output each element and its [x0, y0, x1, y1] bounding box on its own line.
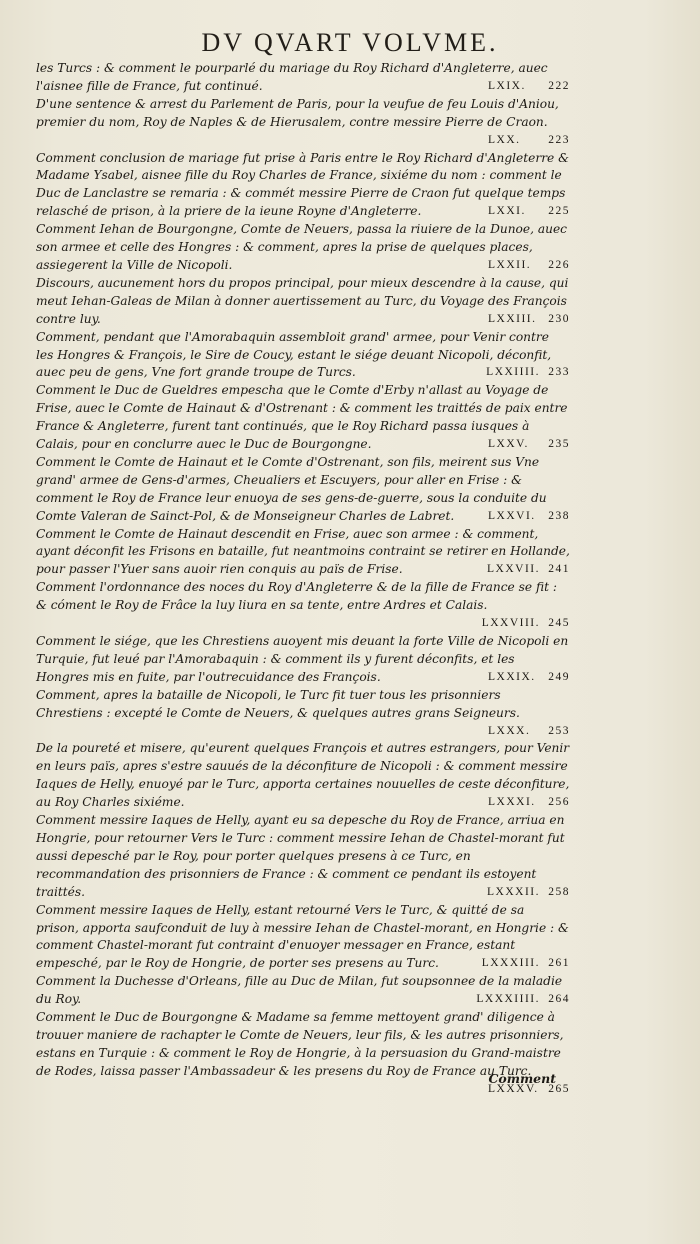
- running-head: DV QVART VOLVME.: [201, 28, 499, 57]
- chapter-summary: Comment Iehan de Bourgongne, Comte de Neuers, passa la riuiere de la Dunoe, auec son armee et celle des Hongres : & comment, apres la prise de quelques places, assiegerent la Ville de Nicopoli.: [36, 222, 567, 272]
- page-number: 226: [548, 258, 570, 271]
- chapter-summary: D'une sentence & arrest du Parlement de Paris, pour la veufue de feu Louis d'Aniou, premier du nom, Roy de Naples & de Hierusalem, contre messire Pierre de Craon.: [36, 96, 559, 129]
- chapter-reference: [488, 436, 570, 454]
- toc-entry: [36, 96, 570, 150]
- chapter-number: LXXV.: [488, 438, 529, 451]
- page-number: 264: [548, 993, 570, 1006]
- chapter-number: LXXIII.: [488, 312, 537, 325]
- toc-entry: [36, 60, 570, 96]
- chapter-summary: Comment messire Iaques de Helly, ayant eu sa depesche du Roy de France, arriua en Hongrie, pour retourner Vers le Turc : comment messire Iehan de Chastel-morant fut aussi depesché par le Roy, pour porter quelques presens à ce Turc, en recommandation des prisonniers de France : & comment ce pendant ils estoyent traittés.: [36, 813, 565, 899]
- toc-entry: [36, 973, 570, 1009]
- toc-entry: [36, 579, 570, 633]
- page-number: 233: [548, 366, 570, 379]
- page-number: 222: [548, 79, 570, 92]
- chapter-number: LXXVI.: [488, 509, 536, 522]
- chapter-number: LXXXII.: [487, 885, 540, 898]
- chapter-number: LXX.: [488, 133, 521, 146]
- page-number: 238: [548, 509, 570, 522]
- catchword: Comment: [488, 1071, 556, 1086]
- chapter-reference: [487, 561, 570, 579]
- page-number: 261: [548, 957, 570, 970]
- chapter-summary: Comment le siége, que les Chrestiens auoyent mis deuant la forte Ville de Nicopoli en Turquie, fut leué par l'Amorabaquin : & comment ils y furent déconfits, et les Hongres mis en fuite, par l'outrecuidance des François.: [36, 634, 569, 684]
- chapter-reference: [482, 615, 570, 633]
- page-number: 225: [548, 205, 570, 218]
- page-number: 230: [548, 312, 570, 325]
- toc-entry: [36, 902, 570, 974]
- chapter-number: LXXVII.: [487, 563, 540, 576]
- chapter-reference: [487, 884, 570, 902]
- chapter-reference: [488, 257, 570, 275]
- chapter-summary: Comment messire Iaques de Helly, estant retourné Vers le Turc, & quitté de sa prison, apporta saufconduit de luy à messire Iehan de Chastel-morant, en Hongrie : & comment Chastel-morant fut contraint d'enuoyer messager en France, estant empesché, par le Roy de Hongrie, de porter ses presens au Turc.: [36, 902, 569, 971]
- chapter-reference: [488, 132, 570, 150]
- toc-entry: [36, 454, 570, 526]
- toc-entry: [36, 812, 570, 902]
- page-number: 253: [548, 724, 570, 737]
- toc-entry: [36, 382, 570, 454]
- toc-entry: [36, 687, 570, 741]
- toc-entry: [36, 740, 570, 812]
- chapter-number: LXXXI.: [488, 796, 536, 809]
- chapter-number: LXXX.: [488, 724, 531, 737]
- toc-entry: [36, 150, 570, 222]
- chapter-summary: Comment le Duc de Bourgongne & Madame sa femme mettoyent grand' diligence à trouuer maniere de rachapter le Comte de Neuers, leur fils, & les autres prisonniers, estans en Turquie : & comment le Roy de Hongrie, à la persuasion du Grand-maistre de Rodes, laissa passer l'Ambassadeur & les presens du Roy de France au Turc.: [36, 1010, 564, 1078]
- page-number: 265: [548, 1082, 570, 1095]
- chapter-number: LXXI.: [488, 205, 526, 218]
- chapter-reference: [488, 794, 570, 812]
- chapter-summary: Comment le Comte de Hainaut descendit en Frise, auec son armee : & comment, ayant déconfit les Frisons en bataille, fut neantmoins contraint se retirer en Hollande, pour passer l'Yuer sans auoir rien conquis au païs de Frise.: [36, 526, 570, 577]
- chapter-number: LXXXIIII.: [476, 993, 540, 1006]
- chapter-reference: [488, 723, 570, 741]
- page-number: 258: [548, 885, 570, 898]
- page-number: 249: [548, 670, 570, 683]
- chapter-reference: [488, 203, 570, 221]
- chapter-reference: [488, 669, 570, 687]
- chapter-summary: les Turcs : & comment le pourparlé du mariage du Roy Richard d'Angleterre, auec l'aisnee fille de France, fut continué.: [36, 61, 548, 93]
- toc-entry: [36, 275, 570, 329]
- toc-entry: [36, 633, 570, 687]
- chapter-number: LXXVIII.: [481, 617, 540, 630]
- page-number: 223: [548, 133, 570, 146]
- page-number: 241: [548, 563, 570, 576]
- chapter-summary: Comment le Comte de Hainaut et le Comte d'Ostrenant, son fils, meirent sus Vne grand' armee de Gens-d'armes, Cheualiers et Escuyers, pour aller en Frise : & comment le Roy de France leur enuoya de ses gens-de-guerre, sous la conduite du Comte Valeran de Sainct-Pol, & de Monseigneur Charles de Labret.: [36, 454, 547, 523]
- chapter-summary: Comment, apres la bataille de Nicopoli, le Turc fit tuer tous les prisonniers Chrestiens : excepté le Comte de Neuers, & quelques autres grans Seigneurs.: [36, 687, 520, 720]
- chapter-reference: [486, 364, 570, 382]
- toc-entry: [36, 221, 570, 275]
- chapter-number: LXXXV.: [488, 1082, 539, 1095]
- chapter-summary: Comment l'ordonnance des noces du Roy d'Angleterre & de la fille de France se fit : & cóment le Roy de Frâce la luy liura en sa tente, entre Ardres et Calais.: [36, 580, 557, 613]
- chapter-summary: Comment le Duc de Gueldres empescha que le Comte d'Erby n'allast au Voyage de Frise, auec le Comte de Hainaut & d'Ostrenant : & comment les traittés de paix entre France & Angleterre, furent tant continués, que le Roy Richard passa iusques à Calais, pour en conclurre auec le Duc de Bourgongne.: [36, 383, 568, 452]
- chapter-number: LXXXIII.: [481, 957, 540, 970]
- table-of-contents: [36, 60, 570, 1099]
- chapter-reference: [476, 991, 570, 1009]
- toc-entry: [36, 526, 570, 580]
- chapter-number: LXIX.: [488, 79, 526, 92]
- chapter-number: LXXII.: [488, 258, 532, 271]
- page-number: 245: [548, 617, 570, 630]
- chapter-summary: Discours, aucunement hors du propos principal, pour mieux descendre à la cause, qui meut Iehan-Galeas de Milan à donner auertissement au Turc, du Voyage des François contre luy.: [36, 275, 569, 326]
- toc-entry: [36, 329, 570, 383]
- chapter-summary: Comment la Duchesse d'Orleans, fille au Duc de Milan, fut soupsonnee de la maladie du Roy.: [36, 974, 563, 1007]
- chapter-reference: [488, 78, 570, 96]
- chapter-summary: Comment conclusion de mariage fut prise à Paris entre le Roy Richard d'Angleterre & Madame Ysabel, aisnee fille du Roy Charles de France, sixiéme du nom : comment le Duc de Lanclastre se remaria : & commét messire Pierre de Craon fut quelque temps relasché de prison, à la priere de la ieune Royne d'Angleterre.: [36, 150, 569, 219]
- chapter-reference: [482, 955, 570, 973]
- chapter-reference: [488, 508, 570, 526]
- page-number: 256: [548, 796, 570, 809]
- chapter-reference: [488, 311, 570, 329]
- chapter-summary: De la poureté et misere, qu'eurent quelques François et autres estrangers, pour Venir en leurs païs, apres s'estre sauués de la déconfiture de Nicopoli : & comment messire Iaques de Helly, enuoyé par le Turc, apporta certaines nouuelles de ceste déconfiture, au Roy Charles sixiéme.: [36, 741, 570, 810]
- chapter-number: LXXIX.: [488, 670, 536, 683]
- chapter-number: LXXIIII.: [486, 366, 540, 379]
- page-number: 235: [548, 438, 570, 451]
- chapter-summary: Comment, pendant que l'Amorabaquin assembloit grand' armee, pour Venir contre les Hongres & François, le Sire de Coucy, estant le siége deuant Nicopoli, déconfit, auec peu de gens, Vne fort grande troupe de Turcs.: [36, 329, 552, 380]
